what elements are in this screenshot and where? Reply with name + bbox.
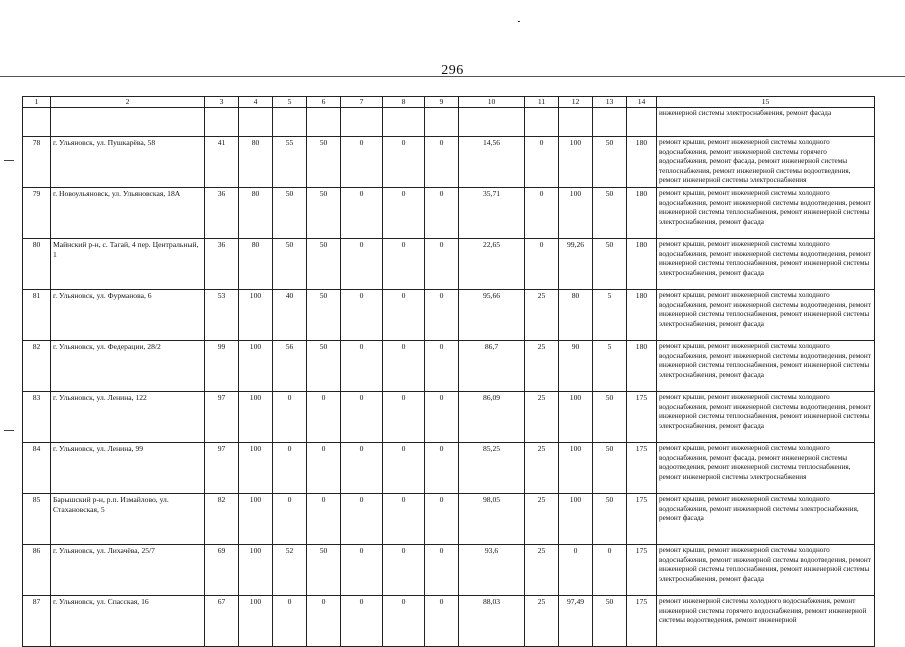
- value-cell: 0: [425, 341, 459, 392]
- value-cell: 175: [627, 494, 657, 545]
- value-cell: 50: [593, 596, 627, 647]
- column-number: 3: [205, 97, 239, 108]
- works-cell: ремонт крыши, ремонт инженерной системы холодного водоснабжения, ремонт инженерной системы водоотведения, ремонт инженерной системы теплоснабжения, ремонт инженерной системы электроснабжения, ремонт фасада: [657, 290, 875, 341]
- value-cell: 50: [593, 392, 627, 443]
- value-cell: 100: [239, 596, 273, 647]
- scan-margin-mark: [4, 160, 14, 161]
- row-number: 82: [23, 341, 51, 392]
- value-cell: 100: [559, 188, 593, 239]
- value-cell: 0: [525, 188, 559, 239]
- value-cell: 50: [273, 188, 307, 239]
- column-number: 6: [307, 97, 341, 108]
- row-number: 80: [23, 239, 51, 290]
- empty-cell: [383, 108, 425, 137]
- value-cell: 67: [205, 596, 239, 647]
- address-cell: г. Ульяновск, ул. Лихачёва, 25/7: [51, 545, 205, 596]
- value-cell: 100: [239, 341, 273, 392]
- works-cell: ремонт крыши, ремонт инженерной системы холодного водоснабжения, ремонт инженерной системы горячего водоснабжения, ремонт фасада, ремонт инженерной системы теплоснабжения, ремонт инженерной системы водоотведения, ремонт инженерной системы электроснабжения: [657, 137, 875, 188]
- value-cell: 22,65: [459, 239, 525, 290]
- table-body: [23, 97, 875, 647]
- value-cell: 80: [239, 239, 273, 290]
- value-cell: 90: [559, 341, 593, 392]
- value-cell: 80: [559, 290, 593, 341]
- table-row: [23, 494, 875, 545]
- empty-cell: [593, 108, 627, 137]
- scan-speck: [518, 21, 520, 22]
- column-number: 14: [627, 97, 657, 108]
- value-cell: 0: [273, 392, 307, 443]
- value-cell: 97,49: [559, 596, 593, 647]
- value-cell: 180: [627, 239, 657, 290]
- value-cell: 25: [525, 494, 559, 545]
- address-cell: г. Ульяновск, ул. Ленина, 122: [51, 392, 205, 443]
- repair-program-table: [22, 96, 875, 647]
- empty-cell: [341, 108, 383, 137]
- value-cell: 85,25: [459, 443, 525, 494]
- value-cell: 0: [273, 443, 307, 494]
- value-cell: 55: [273, 137, 307, 188]
- column-number: 2: [51, 97, 205, 108]
- works-cell: ремонт крыши, ремонт инженерной системы холодного водоснабжения, ремонт инженерной системы водоотведения, ремонт инженерной системы теплоснабжения, ремонт инженерной системы электроснабжения, ремонт фасада: [657, 239, 875, 290]
- value-cell: 100: [559, 137, 593, 188]
- empty-cell: [559, 108, 593, 137]
- value-cell: 50: [593, 494, 627, 545]
- column-number: 4: [239, 97, 273, 108]
- works-cell: ремонт крыши, ремонт инженерной системы холодного водоснабжения, ремонт инженерной системы водоотведения, ремонт инженерной системы теплоснабжения, ремонт инженерной системы электроснабжения, ремонт фасада: [657, 341, 875, 392]
- empty-cell: [273, 108, 307, 137]
- works-cell: ремонт крыши, ремонт инженерной системы холодного водоснабжения, ремонт инженерной системы водоотведения, ремонт инженерной системы теплоснабжения, ремонт инженерной системы электроснабжения, ремонт фасада: [657, 545, 875, 596]
- value-cell: 40: [273, 290, 307, 341]
- value-cell: 0: [383, 545, 425, 596]
- value-cell: 88,03: [459, 596, 525, 647]
- value-cell: 97: [205, 443, 239, 494]
- table-row: [23, 239, 875, 290]
- row-number: 85: [23, 494, 51, 545]
- value-cell: 100: [239, 290, 273, 341]
- value-cell: 50: [273, 239, 307, 290]
- address-cell: Майнский р-н, с. Тагай, 4 пер. Центральный, 1: [51, 239, 205, 290]
- value-cell: 0: [341, 239, 383, 290]
- continuation-row: [23, 108, 875, 137]
- value-cell: 25: [525, 392, 559, 443]
- value-cell: 50: [307, 188, 341, 239]
- works-cell: ремонт крыши, ремонт инженерной системы холодного водоснабжения, ремонт инженерной системы электроснабжения, ремонт фасада: [657, 494, 875, 545]
- value-cell: 0: [383, 290, 425, 341]
- value-cell: 0: [525, 239, 559, 290]
- value-cell: 50: [307, 545, 341, 596]
- value-cell: 0: [383, 494, 425, 545]
- scan-margin-mark: [4, 430, 14, 431]
- value-cell: 0: [273, 596, 307, 647]
- empty-cell: [205, 108, 239, 137]
- column-number: 12: [559, 97, 593, 108]
- value-cell: 0: [383, 596, 425, 647]
- empty-cell: [239, 108, 273, 137]
- column-number: 9: [425, 97, 459, 108]
- row-number: 83: [23, 392, 51, 443]
- value-cell: 53: [205, 290, 239, 341]
- value-cell: 95,66: [459, 290, 525, 341]
- table-row: [23, 596, 875, 647]
- value-cell: 97: [205, 392, 239, 443]
- value-cell: 0: [383, 188, 425, 239]
- row-number: 78: [23, 137, 51, 188]
- empty-cell: [23, 108, 51, 137]
- value-cell: 25: [525, 596, 559, 647]
- value-cell: 99,26: [559, 239, 593, 290]
- value-cell: 0: [559, 545, 593, 596]
- value-cell: 175: [627, 443, 657, 494]
- value-cell: 0: [383, 137, 425, 188]
- value-cell: 25: [525, 341, 559, 392]
- value-cell: 0: [341, 392, 383, 443]
- value-cell: 0: [341, 188, 383, 239]
- value-cell: 0: [525, 137, 559, 188]
- works-cell: ремонт крыши, ремонт инженерной системы холодного водоснабжения, ремонт фасада, ремонт инженерной системы водоотведения, ремонт инженерной системы теплоснабжения, ремонт инженерной системы электроснабжения: [657, 443, 875, 494]
- address-cell: г. Ульяновск, ул. Федерации, 28/2: [51, 341, 205, 392]
- value-cell: 180: [627, 188, 657, 239]
- table-row: [23, 392, 875, 443]
- value-cell: 0: [425, 188, 459, 239]
- column-number: 13: [593, 97, 627, 108]
- address-cell: г. Ульяновск, ул. Пушкарёва, 58: [51, 137, 205, 188]
- value-cell: 0: [273, 494, 307, 545]
- value-cell: 0: [425, 239, 459, 290]
- address-cell: г. Ульяновск, ул. Спасская, 16: [51, 596, 205, 647]
- value-cell: 0: [341, 290, 383, 341]
- row-number: 86: [23, 545, 51, 596]
- value-cell: 0: [307, 596, 341, 647]
- empty-cell: [525, 108, 559, 137]
- value-cell: 0: [341, 341, 383, 392]
- column-number: 5: [273, 97, 307, 108]
- value-cell: 180: [627, 290, 657, 341]
- table-row: [23, 290, 875, 341]
- table-row: [23, 545, 875, 596]
- value-cell: 0: [425, 443, 459, 494]
- value-cell: 50: [593, 239, 627, 290]
- value-cell: 0: [425, 494, 459, 545]
- empty-cell: [51, 108, 205, 137]
- empty-cell: [307, 108, 341, 137]
- row-number: 79: [23, 188, 51, 239]
- value-cell: 180: [627, 137, 657, 188]
- value-cell: 56: [273, 341, 307, 392]
- value-cell: 0: [425, 596, 459, 647]
- value-cell: 0: [307, 494, 341, 545]
- value-cell: 100: [239, 392, 273, 443]
- row-number: 87: [23, 596, 51, 647]
- row-number: 81: [23, 290, 51, 341]
- value-cell: 99: [205, 341, 239, 392]
- empty-cell: [459, 108, 525, 137]
- value-cell: 69: [205, 545, 239, 596]
- works-cell: ремонт крыши, ремонт инженерной системы холодного водоснабжения, ремонт инженерной системы водоотведения, ремонт инженерной системы теплоснабжения, ремонт инженерной системы электроснабжения, ремонт фасада: [657, 188, 875, 239]
- value-cell: 100: [559, 392, 593, 443]
- value-cell: 100: [239, 545, 273, 596]
- value-cell: 100: [239, 443, 273, 494]
- value-cell: 100: [239, 494, 273, 545]
- value-cell: 0: [425, 545, 459, 596]
- table-row: [23, 341, 875, 392]
- table-row: [23, 188, 875, 239]
- value-cell: 0: [307, 392, 341, 443]
- value-cell: 0: [593, 545, 627, 596]
- value-cell: 80: [239, 188, 273, 239]
- works-continuation: инженерной системы электроснабжения, ремонт фасада: [657, 108, 875, 137]
- value-cell: 25: [525, 545, 559, 596]
- table-row: [23, 137, 875, 188]
- value-cell: 98,05: [459, 494, 525, 545]
- value-cell: 14,56: [459, 137, 525, 188]
- value-cell: 180: [627, 341, 657, 392]
- value-cell: 175: [627, 392, 657, 443]
- address-cell: г. Ульяновск, ул. Ленина, 99: [51, 443, 205, 494]
- column-number: 10: [459, 97, 525, 108]
- value-cell: 0: [341, 596, 383, 647]
- value-cell: 50: [307, 239, 341, 290]
- value-cell: 25: [525, 443, 559, 494]
- value-cell: 0: [425, 137, 459, 188]
- value-cell: 100: [559, 443, 593, 494]
- value-cell: 52: [273, 545, 307, 596]
- value-cell: 175: [627, 596, 657, 647]
- column-number: 8: [383, 97, 425, 108]
- value-cell: 25: [525, 290, 559, 341]
- value-cell: 93,6: [459, 545, 525, 596]
- value-cell: 175: [627, 545, 657, 596]
- value-cell: 82: [205, 494, 239, 545]
- value-cell: 5: [593, 290, 627, 341]
- value-cell: 0: [383, 341, 425, 392]
- column-number-row: [23, 97, 875, 108]
- value-cell: 35,71: [459, 188, 525, 239]
- address-cell: г. Новоульяновск, ул. Ульяновская, 18А: [51, 188, 205, 239]
- works-cell: ремонт инженерной системы холодного водоснабжения, ремонт инженерной системы горячего водоснабжения, ремонт инженерной системы водоотведения, ремонт инженерной: [657, 596, 875, 647]
- value-cell: 0: [383, 392, 425, 443]
- page-number: 296: [441, 63, 464, 78]
- value-cell: 50: [307, 290, 341, 341]
- value-cell: 41: [205, 137, 239, 188]
- value-cell: 0: [341, 545, 383, 596]
- value-cell: 86,7: [459, 341, 525, 392]
- value-cell: 0: [383, 239, 425, 290]
- value-cell: 5: [593, 341, 627, 392]
- value-cell: 0: [341, 137, 383, 188]
- value-cell: 0: [383, 443, 425, 494]
- value-cell: 0: [425, 290, 459, 341]
- value-cell: 36: [205, 188, 239, 239]
- value-cell: 50: [593, 188, 627, 239]
- column-number: 11: [525, 97, 559, 108]
- address-cell: Барышский р-н, р.п. Измайлово, ул. Стахановская, 5: [51, 494, 205, 545]
- value-cell: 36: [205, 239, 239, 290]
- value-cell: 50: [307, 341, 341, 392]
- empty-cell: [425, 108, 459, 137]
- value-cell: 50: [593, 443, 627, 494]
- column-number: 7: [341, 97, 383, 108]
- value-cell: 80: [239, 137, 273, 188]
- value-cell: 50: [593, 137, 627, 188]
- value-cell: 100: [559, 494, 593, 545]
- column-number: 15: [657, 97, 875, 108]
- address-cell: г. Ульяновск, ул. Фурманова, 6: [51, 290, 205, 341]
- value-cell: 0: [307, 443, 341, 494]
- empty-cell: [627, 108, 657, 137]
- value-cell: 0: [341, 443, 383, 494]
- value-cell: 50: [307, 137, 341, 188]
- value-cell: 86,09: [459, 392, 525, 443]
- row-number: 84: [23, 443, 51, 494]
- column-number: 1: [23, 97, 51, 108]
- works-cell: ремонт крыши, ремонт инженерной системы холодного водоснабжения, ремонт инженерной системы водоотведения, ремонт инженерной системы теплоснабжения, ремонт инженерной системы электроснабжения, ремонт фасада: [657, 392, 875, 443]
- value-cell: 0: [341, 494, 383, 545]
- value-cell: 0: [425, 392, 459, 443]
- table-row: [23, 443, 875, 494]
